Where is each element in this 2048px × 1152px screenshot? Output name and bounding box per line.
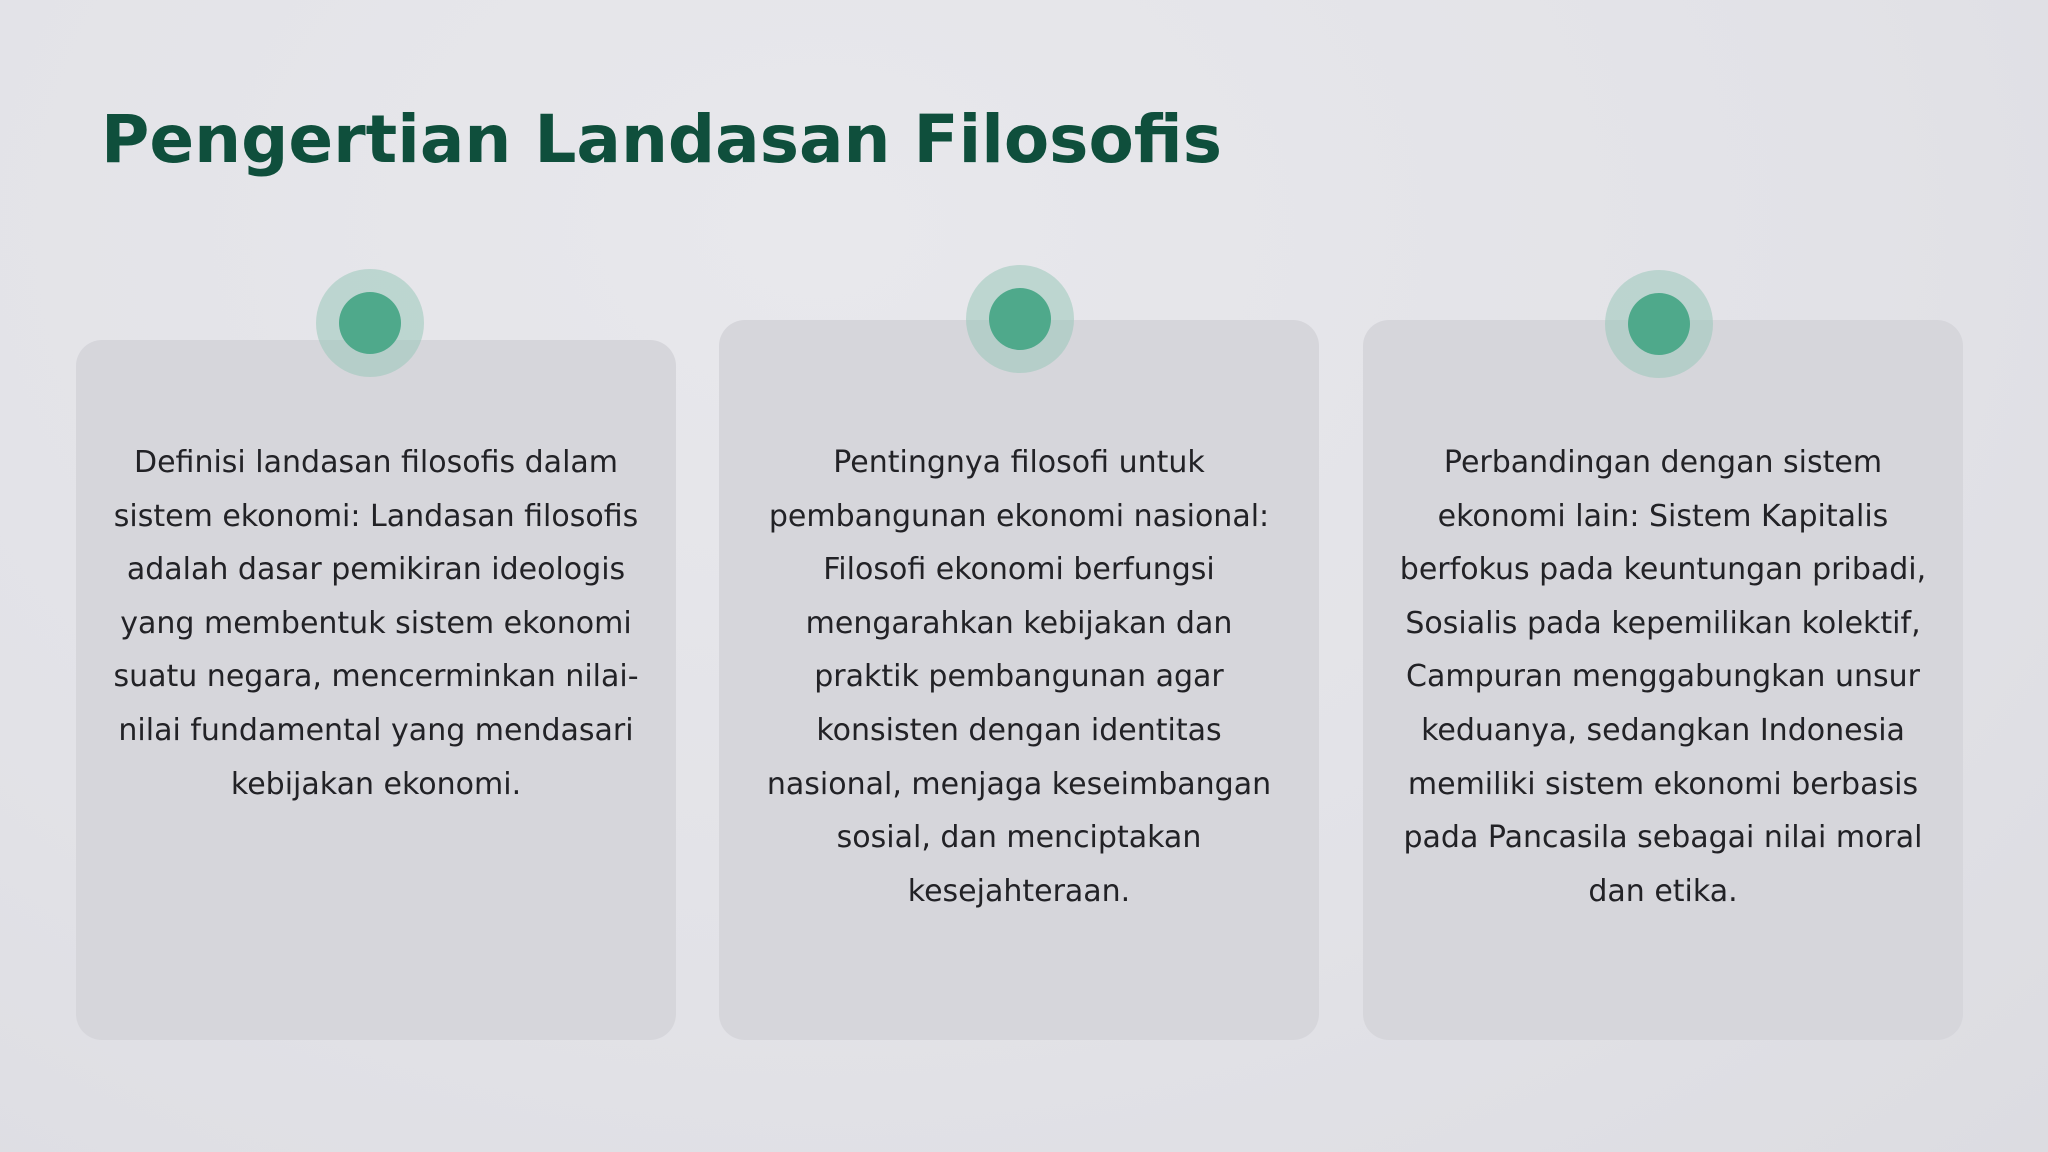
circle-marker-core [339,292,401,354]
circle-marker-icon [966,265,1074,373]
circle-marker-core [1628,293,1690,355]
info-card-definition [76,340,676,1040]
card-text: Perbandingan dengan sistem ekonomi lain: Sistem Kapitalis berfokus pada keuntungan pribadi, Sosialis pada kepemilikan kolektif, Campuran menggabungkan unsur keduanya, sedangkan Indonesia memiliki sistem ekonomi berbasis pada Pancasila sebagai nilai moral dan etika. [1399,445,1927,909]
card-text: Pentingnya filosofi untuk pembangunan ekonomi nasional: Filosofi ekonomi berfungsi mengarahkan kebijakan dan praktik pembangunan agar konsisten dengan identitas nasional, menjaga keseimbangan sosial, dan menciptakan kesejahteraan. [766,445,1272,909]
info-card-comparison [1363,320,1963,1040]
circle-marker-icon [1605,270,1713,378]
circle-marker-icon [316,269,424,377]
card-text: Definisi landasan filosofis dalam sistem ekonomi: Landasan filosofis adalah dasar pemikiran ideologis yang membentuk sistem ekonomi suatu negara, mencerminkan nilai-nilai fundamental yang mendasari kebijakan ekonomi. [113,445,639,802]
circle-marker-core [989,288,1051,350]
info-card-importance [719,320,1319,1040]
slide-title: Pengertian Landasan Filosofis [101,101,1223,178]
